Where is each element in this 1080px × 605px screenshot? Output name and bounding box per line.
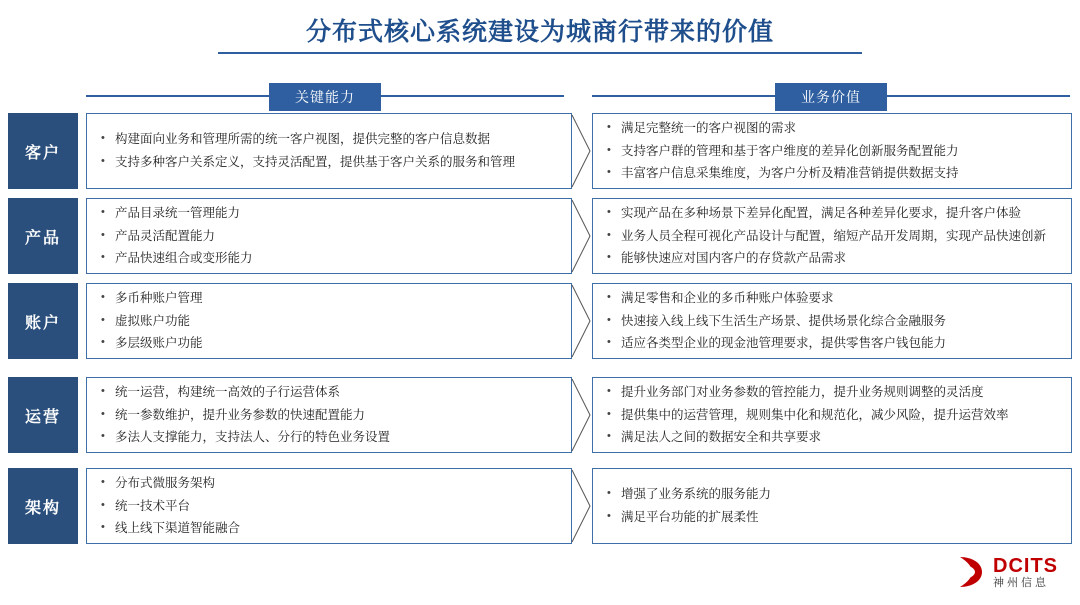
bullet-text: 快速接入线上线下生活生产场景、提供场景化综合金融服务	[621, 313, 947, 328]
page-title	[0, 12, 1080, 54]
bullet-text: 线上线下渠道智能融合	[115, 521, 241, 536]
bullet-item	[101, 247, 559, 270]
bullet-dot-icon: •	[101, 205, 105, 218]
bullet-dot-icon: •	[607, 120, 611, 133]
bullet-text: 统一运营，构建统一高效的子行运营体系	[115, 384, 341, 399]
bullet-item	[607, 332, 1059, 355]
bullet-text: 满足平台功能的扩展柔性	[621, 510, 759, 524]
key-capability-panel-5	[86, 468, 572, 544]
bullet-text: 虚拟账户功能	[115, 313, 191, 328]
bullet-item	[101, 472, 559, 495]
bullet-item	[101, 310, 559, 333]
page-title-text: 分布式核心系统建设为城商行带来的价值	[305, 18, 774, 46]
row-label-4: 运营	[8, 377, 78, 453]
bullet-item	[101, 495, 559, 518]
key-capability-panel-1	[86, 113, 572, 189]
bullet-text: 满足法人之间的数据安全和共享要求	[621, 430, 822, 445]
bullet-dot-icon: •	[101, 251, 105, 264]
bullet-item	[607, 426, 1059, 449]
bullet-item	[101, 287, 559, 310]
bullet-text: 增强了业务系统的服务能力	[621, 487, 772, 502]
bullet-dot-icon: •	[607, 336, 611, 349]
bullet-dot-icon: •	[607, 205, 611, 218]
bullet-item	[101, 517, 559, 540]
bullet-dot-icon: •	[607, 487, 611, 500]
bullet-text: 能够快速应对国内客户的存贷款产品需求	[621, 251, 847, 266]
bullet-dot-icon: •	[101, 155, 105, 167]
bullet-dot-icon: •	[607, 384, 611, 397]
business-value-panel-4	[592, 377, 1072, 453]
bullet-item	[607, 287, 1059, 310]
bullet-dot-icon: •	[101, 132, 105, 145]
bullet-text: 分布式微服务架构	[115, 475, 216, 490]
bullet-text: 多层级账户功能	[115, 336, 203, 351]
bullet-dot-icon: •	[101, 475, 105, 488]
bullet-dot-icon: •	[101, 407, 105, 420]
bullet-text: 提供集中的运营管理，规则集中化和规范化，减少风险，提升运营效率	[621, 407, 1009, 422]
flow-arrow-2	[570, 198, 594, 274]
bullet-text: 多法人支撑能力，支持法人、分行的特色业务设置	[115, 430, 391, 445]
bullet-item	[101, 128, 559, 151]
bullet-text: 支持客户群的管理和基于客户维度的差异化创新服务配置能力	[621, 143, 959, 158]
bullet-dot-icon: •	[607, 510, 611, 522]
bullet-item	[607, 247, 1059, 270]
bullet-item	[607, 117, 1059, 140]
bullet-dot-icon: •	[101, 521, 105, 534]
bullet-item	[101, 332, 559, 355]
bullet-item	[101, 404, 559, 427]
bullet-dot-icon: •	[101, 498, 105, 511]
bullet-text: 适应各类型企业的现金池管理要求，提供零售客户钱包能力	[621, 336, 947, 351]
bullet-item	[607, 202, 1059, 225]
column-header-left-label: 关键能力	[269, 83, 381, 111]
bullet-dot-icon: •	[101, 384, 105, 397]
diagram-row	[8, 377, 1072, 453]
dcits-logo-icon	[956, 555, 986, 589]
bullet-dot-icon: •	[101, 228, 105, 241]
flow-arrow-4	[570, 377, 594, 453]
bullet-text: 构建面向业务和管理所需的统一客户视图，提供完整的客户信息数据	[115, 132, 491, 147]
bullet-dot-icon: •	[607, 290, 611, 303]
column-header-right-label: 业务价值	[775, 83, 887, 111]
column-header-key-capability	[86, 83, 564, 109]
company-logo	[956, 555, 1058, 589]
bullet-text: 多币种账户管理	[115, 290, 203, 305]
bullet-text: 产品目录统一管理能力	[115, 205, 241, 220]
bullet-text: 满足零售和企业的多币种账户体验要求	[621, 290, 834, 305]
key-capability-panel-4	[86, 377, 572, 453]
diagram-row	[8, 198, 1072, 274]
bullet-item	[607, 162, 1059, 185]
diagram-row	[8, 113, 1072, 189]
bullet-text: 支持多种客户关系定义，支持灵活配置，提供基于客户关系的服务和管理	[115, 155, 516, 169]
bullet-item	[607, 310, 1059, 333]
bullet-dot-icon: •	[607, 228, 611, 241]
bullet-text: 业务人员全程可视化产品设计与配置，缩短产品开发周期，实现产品快速创新	[621, 228, 1047, 243]
column-header-business-value	[592, 83, 1070, 109]
flow-arrow-5	[570, 468, 594, 544]
bullet-dot-icon: •	[101, 290, 105, 303]
bullet-item	[101, 202, 559, 225]
bullet-text: 丰富客户信息采集维度，为客户分析及精准营销提供数据支持	[621, 166, 959, 181]
bullet-dot-icon: •	[607, 313, 611, 326]
bullet-item	[607, 381, 1059, 404]
bullet-text: 统一参数维护，提升业务参数的快速配置能力	[115, 407, 366, 422]
bullet-text: 提升业务部门对业务参数的管控能力，提升业务规则调整的灵活度	[621, 384, 984, 399]
bullet-item	[101, 381, 559, 404]
row-label-1: 客户	[8, 113, 78, 189]
bullet-dot-icon: •	[607, 251, 611, 264]
bullet-dot-icon: •	[101, 313, 105, 326]
business-value-panel-5	[592, 468, 1072, 544]
bullet-text: 统一技术平台	[115, 498, 191, 513]
bullet-dot-icon: •	[101, 336, 105, 349]
business-value-panel-3	[592, 283, 1072, 359]
bullet-item	[607, 404, 1059, 427]
row-label-2: 产品	[8, 198, 78, 274]
row-label-5: 架构	[8, 468, 78, 544]
bullet-text: 产品灵活配置能力	[115, 228, 216, 243]
logo-name: DCITS	[993, 554, 1058, 577]
business-value-panel-1	[592, 113, 1072, 189]
bullet-item	[607, 225, 1059, 248]
diagram-row	[8, 468, 1072, 544]
bullet-item	[607, 506, 1059, 529]
business-value-panel-2	[592, 198, 1072, 274]
key-capability-panel-2	[86, 198, 572, 274]
bullet-item	[101, 225, 559, 248]
title-underline	[218, 52, 862, 54]
diagram-row	[8, 283, 1072, 359]
bullet-item	[607, 140, 1059, 163]
bullet-dot-icon: •	[607, 143, 611, 156]
bullet-dot-icon: •	[607, 166, 611, 179]
logo-subtitle: 神州信息	[993, 576, 1049, 589]
bullet-item	[101, 151, 559, 174]
key-capability-panel-3	[86, 283, 572, 359]
bullet-text: 满足完整统一的客户视图的需求	[621, 120, 797, 135]
bullet-text: 实现产品在多种场景下差异化配置，满足各种差异化要求，提升客户体验	[621, 205, 1022, 220]
bullet-dot-icon: •	[607, 430, 611, 443]
bullet-item	[607, 483, 1059, 506]
bullet-dot-icon: •	[607, 407, 611, 420]
bullet-dot-icon: •	[101, 430, 105, 443]
bullet-text: 产品快速组合或变形能力	[115, 251, 253, 266]
flow-arrow-1	[570, 113, 594, 189]
logo-text-block	[993, 556, 1058, 589]
flow-arrow-3	[570, 283, 594, 359]
bullet-item	[101, 426, 559, 449]
row-label-3: 账户	[8, 283, 78, 359]
